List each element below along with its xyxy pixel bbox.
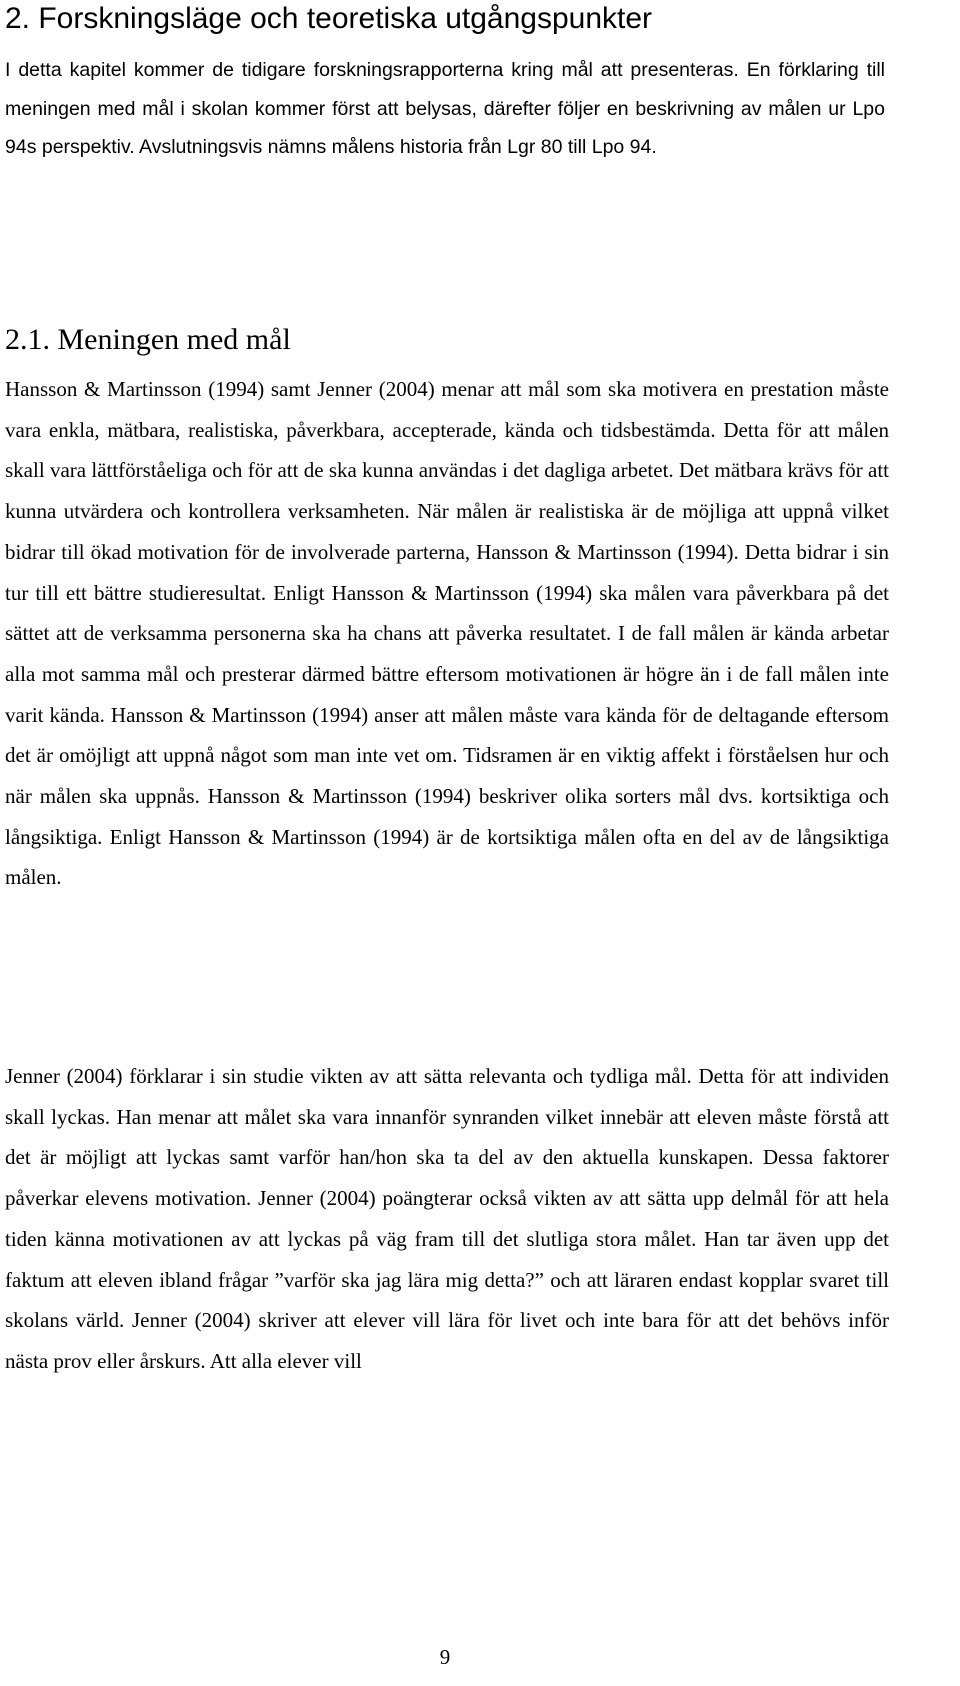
page-number: 9 [439,1645,451,1669]
chapter-heading: 2. Forskningsläge och teoretiska utgångspunkter [5,2,653,35]
intro-paragraph: I detta kapitel kommer de tidigare forskningsrapporterna kring mål att presenteras. En förklaring till meningen med mål i skolan kommer först att belysas, därefter följer en beskrivning av målen ur Lpo 94s perspektiv. Avslutningsvis nämns målens historia från Lgr 80 till Lpo 94. [5,59,885,158]
section-heading: 2.1. Meningen med mål [5,323,291,356]
body-paragraph-2: Jenner (2004) förklarar i sin studie vikten av att sätta relevanta och tydliga mål. Detta för att individen skall lyckas. Han menar att målet ska vara innanför synranden vilket innebär att eleven måste förstå att det är möjligt att lyckas samt varför han/hon ska ta del av den aktuella kunskapen. Dessa faktorer påverkar elevens motivation. Jenner (2004) poängterar också vikten av att sätta upp delmål för att hela tiden känna motivationen av att lyckas på väg fram till det slutliga stora målet. Han tar även upp det faktum att eleven ibland frågar ”varför ska jag lära mig detta?” och att läraren endast kopplar svaret till skolans värld. Jenner (2004) skriver att elever vill lära för livet och inte bara för att det behövs inför nästa prov eller årskurs. Att alla elever vill [5,1064,889,1373]
body-paragraph-1: Hansson & Martinsson (1994) samt Jenner (2004) menar att mål som ska motivera en prestation måste vara enkla, mätbara, realistiska, påverkbara, accepterade, kända och tidsbestämda. Detta för att målen skall vara lättförståeliga och för att de ska kunna användas i det dagliga arbetet. Det mätbara krävs för att kunna utvärdera och kontrollera verksamheten. När målen är realistiska är de möjliga att uppnå vilket bidrar till ökad motivation för de involverade parterna, Hansson & Martinsson (1994). Detta bidrar i sin tur till ett bättre studieresultat. Enligt Hansson & Martinsson (1994) ska målen vara påverkbara på det sättet att de verksamma personerna ska ha chans att påverka resultatet. I de fall målen är kända arbetar alla mot samma mål och presterar därmed bättre eftersom motivationen är högre än i de fall målen inte varit kända. Hansson & Martinsson (1994) anser att målen måste vara kända för de deltagande eftersom det är omöjligt att uppnå något som man inte vet om. Tidsramen är en viktig affekt i förståelsen hur och när målen ska uppnås. Hansson & Martinsson (1994) beskriver olika sorters mål dvs. kortsiktiga och långsiktiga. Enligt Hansson & Martinsson (1994) är de kortsiktiga målen ofta en del av de långsiktiga målen. [5,377,889,890]
